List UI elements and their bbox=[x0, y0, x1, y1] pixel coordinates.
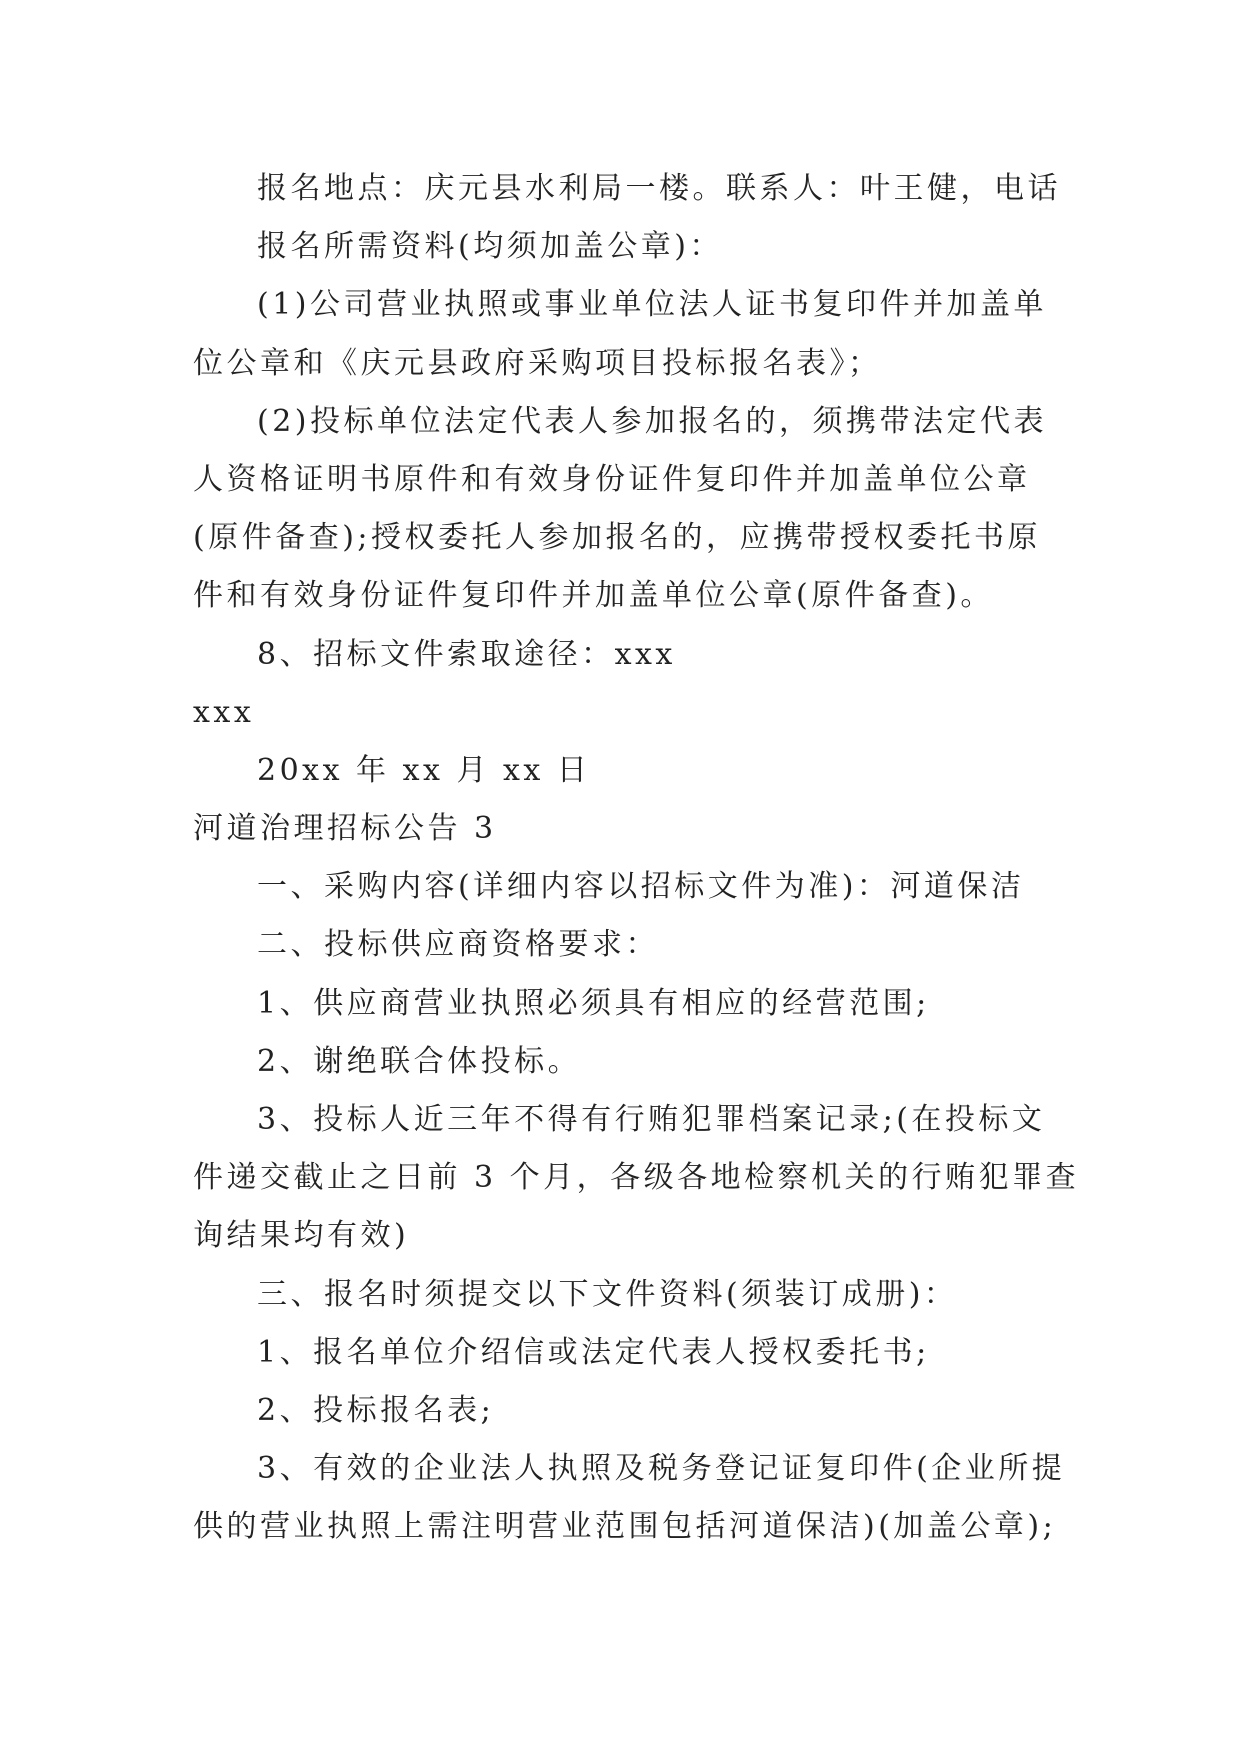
text-line: 3、有效的企业法人执照及税务登记证复印件(企业所提 bbox=[257, 1451, 1066, 1487]
document-body bbox=[193, 160, 1080, 1557]
text-line: (2)投标单位法定代表人参加报名的，须携带法定代表 bbox=[257, 403, 1047, 439]
text-line: 1、报名单位介绍信或法定代表人授权委托书; bbox=[257, 1334, 930, 1370]
date-line: 20xx 年 xx 月 xx 日 bbox=[257, 752, 591, 788]
text-line: 位公章和《庆元县政府采购项目投标报名表》； bbox=[193, 345, 882, 381]
text-line: 询结果均有效) bbox=[193, 1218, 410, 1254]
text-line: 8、招标文件索取途径：xxx bbox=[257, 636, 676, 672]
text-line: 2、谢绝联合体投标。 bbox=[257, 1043, 582, 1079]
text-line: 供的营业执照上需注明营业范围包括河道保洁)(加盖公章); bbox=[193, 1509, 1057, 1545]
text-line: 3、投标人近三年不得有行贿犯罪档案记录;(在投标文 bbox=[257, 1102, 1046, 1137]
text-line: 一、采购内容(详细内容以招标文件为准)：河道保洁 bbox=[257, 869, 1025, 905]
text-line: 报名地点：庆元县水利局一楼。联系人：叶王健，电话 bbox=[257, 171, 1061, 206]
text-line: 件递交截止之日前 3 个月，各级各地检察机关的行贿犯罪查 bbox=[193, 1160, 1080, 1196]
text-line: 人资格证明书原件和有效身份证件复印件并加盖单位公章 bbox=[193, 461, 1031, 497]
text-line: 1、供应商营业执照必须具有相应的经营范围; bbox=[257, 985, 930, 1021]
text-line: 2、投标报名表; bbox=[257, 1392, 495, 1428]
text-line: (1)公司营业执照或事业单位法人证书复印件并加盖单 bbox=[257, 287, 1047, 323]
text-line: xxx bbox=[193, 694, 255, 730]
text-line: 三、报名时须提交以下文件资料(须装订成册)： bbox=[257, 1276, 958, 1312]
text-line: 二、投标供应商资格要求： bbox=[257, 927, 659, 963]
text-line: 报名所需资料(均须加盖公章)： bbox=[257, 229, 723, 265]
text-line: (原件备查);授权委托人参加报名的，应携带授权委托书原 bbox=[193, 520, 1042, 556]
section-title: 河道治理招标公告 3 bbox=[193, 811, 497, 847]
text-line: 件和有效身份证件复印件并加盖单位公章(原件备查)。 bbox=[193, 578, 994, 614]
